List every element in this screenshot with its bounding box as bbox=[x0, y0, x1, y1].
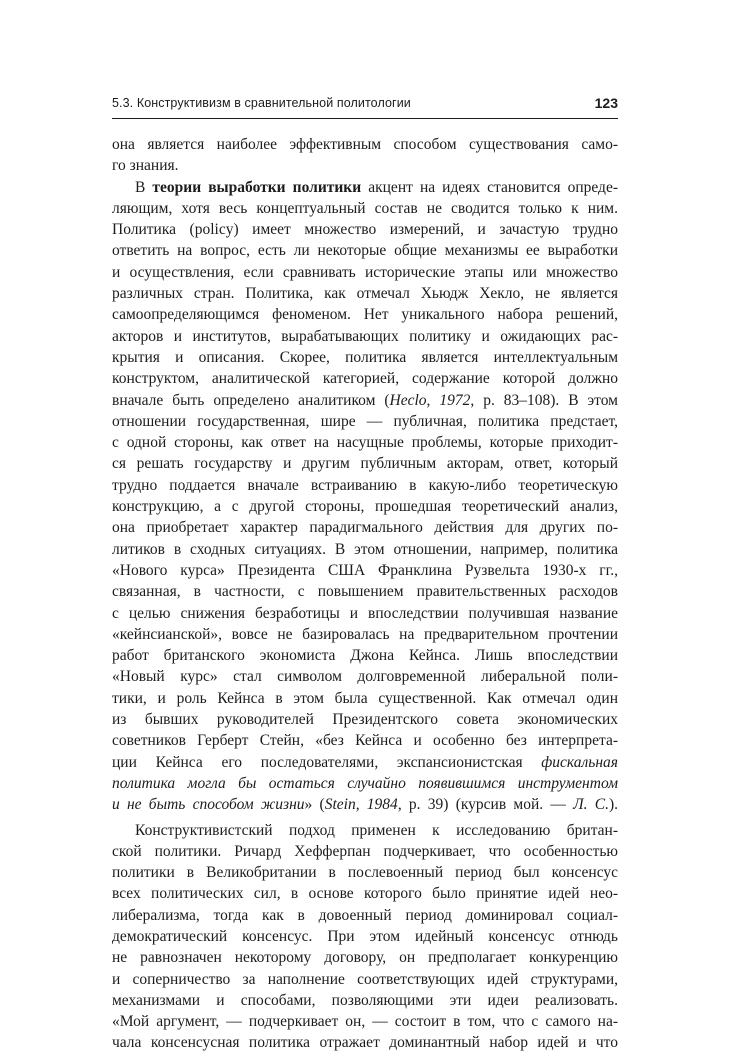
text-line: «кейнсианской», вовсе не базировалась на предварительном прочтении bbox=[112, 625, 618, 643]
text-line: работ британского экономиста Джона Кейнса. Лишь впоследствии bbox=[112, 647, 618, 665]
paragraph bbox=[112, 177, 618, 816]
text-line: не равнозначен некоторому договору, он предполагает конкуренцию bbox=[112, 949, 618, 967]
text-line: она является наиболее эффективным способом существования само- bbox=[112, 136, 618, 153]
text-line: «Мой аргумент, — подчеркивает он, — состоит в том, что с самого на- bbox=[112, 1013, 618, 1031]
text-line: ляющим, хотя весь концептуальный состав не сводится только к ним. bbox=[112, 199, 618, 217]
text-line: с одной стороны, как ответ на насущные проблемы, которые приходит- bbox=[112, 434, 618, 452]
text-line: литиков в сходных ситуациях. В этом отношении, например, политика bbox=[112, 540, 618, 558]
text-line: тики, и роль Кейнса в этом была существенной. Как отмечал один bbox=[112, 689, 618, 707]
text-line: и соперничество за наполнение соответствующих идей структурами, bbox=[112, 970, 618, 988]
text-line: либерализма, тогда как в довоенный период доминировал социал- bbox=[112, 906, 618, 924]
text-line: политики в Великобритании в послевоенный период был консенсус bbox=[112, 864, 618, 882]
text-line: Конструктивистский подход применен к исследованию британ- bbox=[135, 821, 618, 839]
paragraph bbox=[112, 134, 618, 177]
text-line: связанная, в частности, с повышением правительственных расходов bbox=[112, 583, 618, 601]
text-line: ся решать государству и другим публичным акторам, ответ, который bbox=[112, 455, 618, 473]
text-line: ской политики. Ричард Хефферпан подчеркивает, что особенностью bbox=[112, 842, 618, 860]
text-line: различных стран. Политика, как отмечал Хьюдж Хекло, не является bbox=[112, 285, 618, 303]
text-line: отношении государственная, шире — публичная, политика предстает, bbox=[112, 412, 618, 430]
text-line: ции Кейнса его последователями, экспансионистская фискальная bbox=[112, 753, 618, 771]
text-line: Политика (policy) имеет множество измерений, и зачастую трудно bbox=[112, 221, 618, 239]
text-line: В теории выработки политики акцент на идеях становится опреде- bbox=[135, 178, 618, 196]
text-line: она приобретает характер парадигмального действия для других по- bbox=[112, 519, 618, 537]
page-number: 123 bbox=[594, 95, 618, 111]
text-line: и осуществления, если сравнивать исторические этапы или множество bbox=[112, 263, 618, 281]
text-line: крытия и описания. Скорее, политика является интеллектуальным bbox=[112, 348, 618, 366]
text-line: из бывших руководителей Президентского совета экономических bbox=[112, 711, 618, 729]
header-rule bbox=[112, 118, 618, 119]
text-line: конструктом, аналитической категорией, содержание которой должно bbox=[112, 370, 618, 388]
running-header bbox=[112, 93, 618, 113]
text-line: конструкцию, а с другой стороны, прошедшая теоретический анализ, bbox=[112, 498, 618, 516]
text-line: вначале быть определено аналитиком (Heclo, 1972, p. 83–108). В этом bbox=[112, 391, 618, 409]
text-line: акторов и институтов, вырабатывающих политику и ожидающих рас- bbox=[112, 327, 618, 345]
text-line: с целью снижения безработицы и впоследствии получившая название bbox=[112, 604, 618, 622]
text-line: «Нового курса» Президента США Франклина Рузвельта 1930-х гг., bbox=[112, 561, 618, 579]
text-line: самоопределяющимся феноменом. Нет уникального набора решений, bbox=[112, 306, 618, 324]
body-text bbox=[112, 134, 618, 1054]
text-line: трудно поддается вначале встраиванию в какую-либо теоретическую bbox=[112, 476, 618, 494]
paragraph bbox=[112, 820, 618, 1054]
text-line: «Новый курс» стал символом долговременной либеральной поли- bbox=[112, 668, 618, 686]
text-line: ответить на вопрос, есть ли некоторые общие механизмы ее выработки bbox=[112, 242, 618, 260]
text-line: политика могла бы остаться случайно появившимся инструментом bbox=[112, 774, 618, 792]
text-line: механизмами и способами, позволяющими эти идеи реализовать. bbox=[112, 991, 618, 1009]
text-line: демократический консенсус. При этом идейный консенсус отнюдь bbox=[112, 927, 618, 945]
section-title: 5.3. Конструктивизм в сравнительной политологии bbox=[112, 96, 411, 110]
book-page bbox=[112, 0, 618, 1052]
text-line: го знания. bbox=[112, 157, 179, 175]
text-line: всех политических сил, в основе которого было принятие идей нео- bbox=[112, 885, 618, 903]
text-line: и не быть способом жизни» (Stein, 1984, p. 39) (курсив мой. — Л. С.). bbox=[112, 796, 618, 814]
text-line: советников Герберт Стейн, «без Кейнса и особенно без интерпрета- bbox=[112, 732, 618, 750]
text-line: чала консенсусная политика отражает доминантный набор идей и что bbox=[112, 1034, 618, 1052]
